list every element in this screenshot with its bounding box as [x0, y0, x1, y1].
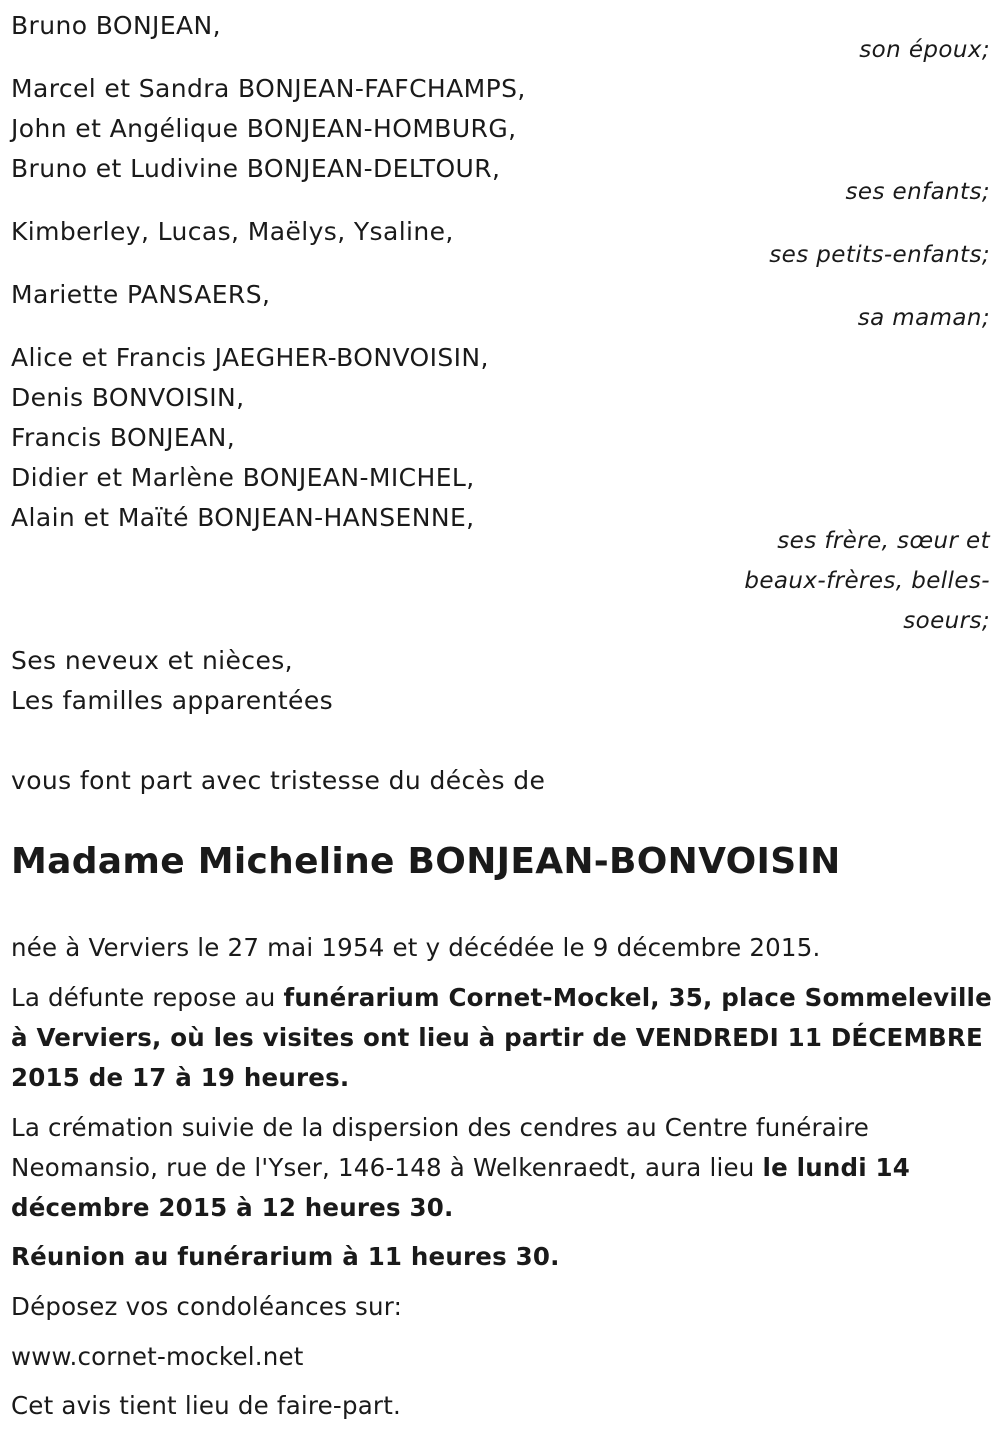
cremation-prefix: La crémation suivie de la dispersion des cendres au Centre funéraire Neomansio, rue de l'Yser, 146-148 à Welkenraedt, aura lieu [11, 1113, 869, 1182]
website-link[interactable]: www.cornet-mockel.net [11, 1342, 304, 1371]
funeral-home-paragraph [11, 978, 996, 1098]
funeral-home-prefix: La défunte repose au [11, 983, 284, 1012]
siblings-role-line: beaux-frères, belles- [744, 568, 990, 594]
meeting-text: Réunion au funérarium à 11 heures 30. [11, 1242, 560, 1271]
child-name: John et Angélique BONJEAN-HOMBURG, [11, 114, 517, 143]
sibling-name: Didier et Marlène BONJEAN-MICHEL, [11, 463, 475, 492]
spouse-role: son époux; [859, 37, 990, 63]
sibling-name: Denis BONVOISIN, [11, 383, 245, 412]
condolences-label: Déposez vos condoléances sur: [11, 1292, 403, 1321]
sibling-name: Alice et Francis JAEGHER-BONVOISIN, [11, 343, 489, 372]
siblings-role-line: soeurs; [903, 608, 990, 634]
funeral-home-details: funérarium Cornet-Mockel, 35, place Sommeleville à Verviers, où les visites ont lieu à partir de VENDREDI 11 DÉCEMBRE 2015 de 17 à 19 heures. [11, 983, 992, 1092]
announcement-text: vous font part avec tristesse du décès de [11, 766, 546, 795]
cremation-paragraph [11, 1108, 996, 1228]
birth-death-text: née à Verviers le 27 mai 1954 et y décédée le 9 décembre 2015. [11, 933, 821, 962]
mother-name: Mariette PANSAERS, [11, 280, 271, 309]
nephews-nieces: Ses neveux et nièces, [11, 646, 294, 675]
related-families: Les familles apparentées [11, 686, 334, 715]
sibling-name: Alain et Maïté BONJEAN-HANSENNE, [11, 503, 475, 532]
spouse-name: Bruno BONJEAN, [11, 11, 221, 40]
grandchildren-role: ses petits-enfants; [769, 242, 990, 268]
cremation-date: le lundi 14 décembre 2015 à 12 heures 30. [11, 1153, 911, 1222]
closing-text: Cet avis tient lieu de faire-part. [11, 1391, 401, 1420]
child-name: Bruno et Ludivine BONJEAN-DELTOUR, [11, 154, 501, 183]
deceased-name: Madame Micheline BONJEAN-BONVOISIN [11, 841, 841, 882]
child-name: Marcel et Sandra BONJEAN-FAFCHAMPS, [11, 74, 526, 103]
sibling-name: Francis BONJEAN, [11, 423, 236, 452]
mother-role: sa maman; [857, 305, 990, 331]
children-role: ses enfants; [845, 179, 990, 205]
grandchildren-names: Kimberley, Lucas, Maëlys, Ysaline, [11, 217, 454, 246]
siblings-role-line: ses frère, sœur et [777, 528, 990, 554]
